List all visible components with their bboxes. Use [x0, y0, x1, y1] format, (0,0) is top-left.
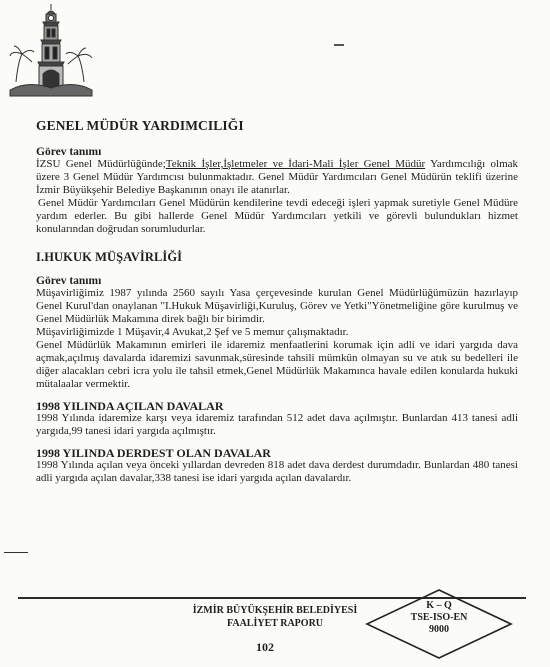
paragraph-yardimcilar-2: Genel Müdür Yardımcıları Genel Müdürün kendilerine tevdi edeceği işleri yapmak suretiyle Genel Müdüre yardım ederler. Bu gibi hallerde Genel Müdür Yardımcıları yetkili ve görevli bulundukları hizmet konularından doğrudan sorumludurlar. [36, 197, 518, 235]
badge-number: 9000 [429, 624, 449, 635]
underlined-text: Teknik İşler,İşletmeler ve İdari-Mali İşler Genel Müdür [165, 158, 426, 170]
paragraph-hukuk-1: Müşavirliğimiz 1987 yılında 2560 sayılı Yasa çerçevesinde kurulan Genel Müdürlüğümüzün hazırlayıp Genel Kurul'dan onaylanan "I.Hukuk Müşavirliği,Kuruluş, Görev ve Yetki"Yönetmeliğine göre kurulmuş ve Genel Müdürlük Makamına direk bağlı bir birimdir. [36, 287, 518, 325]
scan-mark [4, 552, 28, 553]
paragraph-hukuk-3: Genel Müdürlük Makamının emirleri ile idaremiz menfaatlerini korumak için adli ve idari yargıda dava açmak,açılmış davalarda idaremizi savunmak,süresinde tahsili mümkün olmayan su ve atık su bedelleri ile diğer alacakları cebri icra yolu ile tahsil etmek,Genel Müdürlük Makamınca havale edilen konularda hukuki mütalaalar vermektir. [36, 339, 518, 390]
page-number: 102 [256, 640, 274, 654]
paragraph-yardimcilar-1 [36, 158, 518, 197]
heading-genel-mudur-yardimciligi: GENEL MÜDÜR YARDIMCILIĞI [36, 118, 244, 133]
tse-iso-badge [389, 600, 489, 636]
heading-derdest-davalar: 1998 YILINDA DERDEST OLAN DAVALAR [36, 446, 271, 460]
footer-org-name: İZMİR BÜYÜKŞEHİR BELEDİYESİ [192, 605, 358, 616]
footer-title [175, 604, 375, 630]
clock-tower-icon [8, 2, 94, 98]
scan-mark [334, 44, 344, 46]
heading-acilan-davalar: 1998 YILINDA AÇILAN DAVALAR [36, 399, 224, 413]
subheading-gorev-tanimi-1: Görev tanımı [36, 146, 102, 158]
badge-kq: K – Q [426, 600, 452, 611]
paragraph-text: Yardımcılığı olmak üzere 3 Genel Müdür Yardımcısı bulunmaktadır. Genel Müdür Yardımcıları Genel Müdürün teklifi üzerine İzmir Büyükşehir Belediye Başkanının onayı ile atanırlar. [36, 158, 519, 196]
paragraph-text: İZSU Genel Müdürlüğünde; [36, 158, 166, 170]
paragraph-acilan-davalar: 1998 Yılında idaremize karşı veya idaremiz tarafından 512 adet dava açılmıştır. Bunlardan 413 tanesi adli yargıda,99 tanesi idari yargıda açılmıştır. [36, 412, 518, 437]
document-body [36, 118, 518, 485]
paragraph-derdest-davalar: 1998 Yılında açılan veya önceki yıllardan devreden 818 adet dava derdest durumdadır. Bunlardan 480 tanesi adli yargıda açılan davalar,338 tanesi ise idari yargıda açılan davalardır. [36, 459, 518, 484]
subheading-gorev-tanimi-2: Görev tanımı [36, 275, 102, 287]
badge-standard: TSE-ISO-EN [410, 612, 468, 623]
paragraph-hukuk-2: Müşavirliğimizde 1 Müşavir,4 Avukat,2 Şef ve 5 memur çalışmaktadır. [36, 326, 349, 338]
footer-report-name: FAALİYET RAPORU [226, 618, 324, 629]
heading-hukuk-musavirligi: I.HUKUK MÜŞAVİRLİĞİ [36, 250, 183, 264]
